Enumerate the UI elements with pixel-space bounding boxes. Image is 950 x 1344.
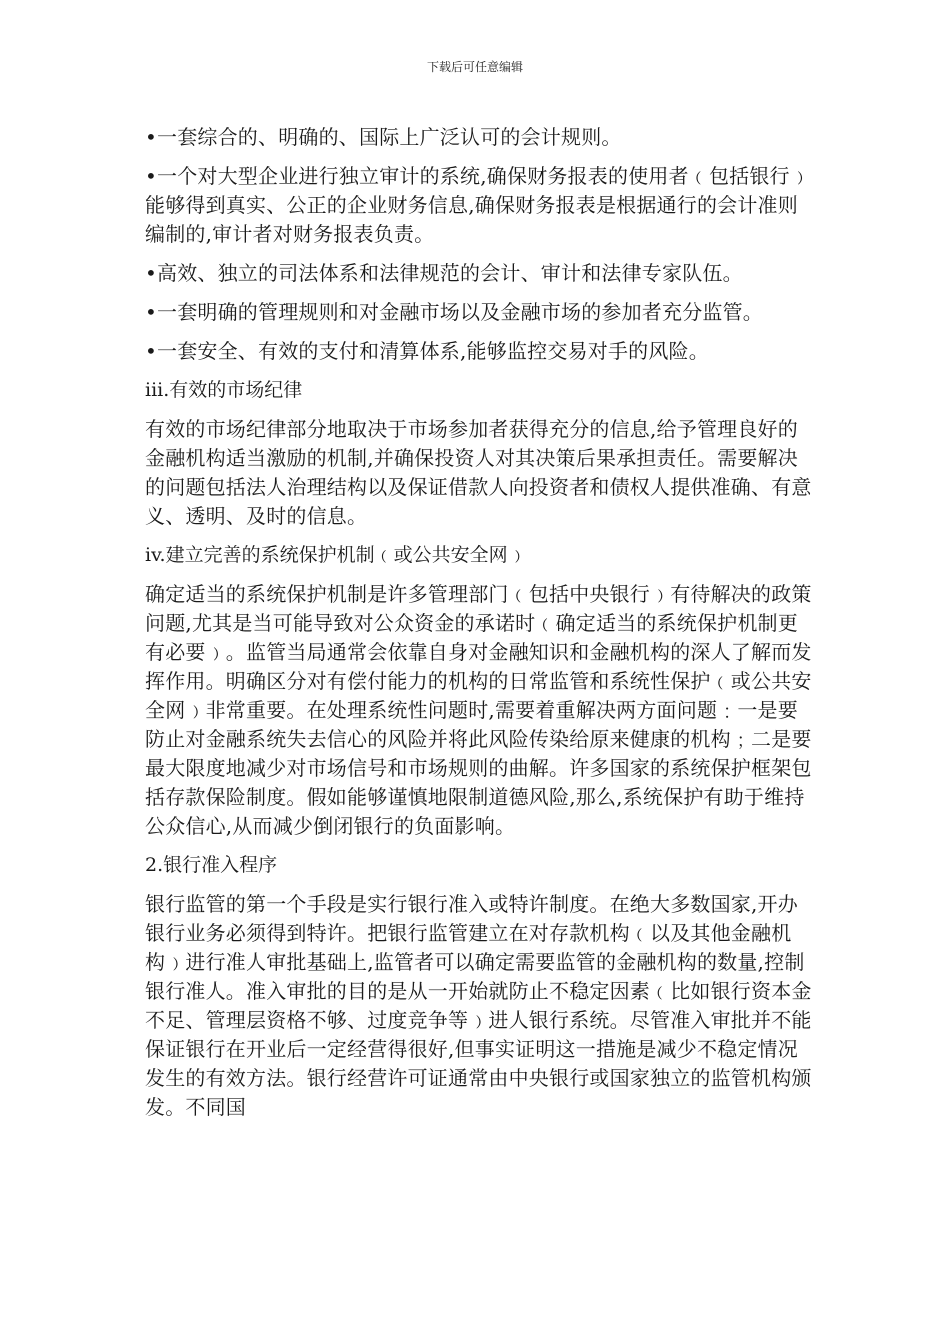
bullet-management-rules: •一套明确的管理规则和对金融市场以及金融市场的参加者充分监管。 (145, 300, 763, 324)
page-header: 下载后可任意编辑 (426, 60, 523, 74)
bullet-audit-system: •一个对大型企业进行独立审计的系统,确保财务报表的使用者﹙包括银行﹚能够得到真实、公正的企业财务信息,确保财务报表是根据通行的会计准则编制的,审计者对财务报表负责。 (145, 164, 810, 246)
paragraph-market-discipline: 有效的市场纪律部分地取决于市场参加者获得充分的信息,给予管理良好的金融机构适当激励的机制,并确保投资人对其决策后果承担责任。需要解决的问题包括法人治理结构以及保证借款人向投资者和债权人提供准确、有意义、透明、及时的信息。 (145, 417, 812, 528)
document-body (145, 123, 815, 1132)
paragraph-protection-mechanism: 确定适当的系统保护机制是许多管理部门﹙包括中央银行﹚有待解决的政策问题,尤其是当可能导致对公众资金的承诺时﹙确定适当的系统保护机制更有必要﹚。监管当局通常会依靠自身对金融知识和金融机构的深人了解而发挥作用。明确区分对有偿付能力的机构的日常监管和系统性保护﹙或公共安全网﹚非常重要。在处理系统性问题时,需要着重解决两方面问题﹕一是要防止对金融系统失去信心的风险并将此风险传染给原来健康的机构﹔二是要最大限度地减少对市场信号和市场规则的曲解。许多国家的系统保护框架包括存款保险制度。假如能够谨慎地限制道德风险,那么,系统保护有助于维持公众信心,从而减少倒闭银行的负面影响。 (145, 582, 812, 838)
section-heading-market-discipline: iii.有效的市场纪律 (145, 379, 303, 401)
bullet-judicial-system: •高效、独立的司法体系和法律规范的会计、审计和法律专家队伍。 (145, 261, 743, 285)
bullet-accounting-rules: •一套综合的、明确的、国际上广泛认可的会计规则。 (145, 125, 622, 149)
bullet-payment-system: •一套安全、有效的支付和清算体系,能够监控交易对手的风险。 (145, 339, 709, 363)
paragraph-bank-entry: 银行监管的第一个手段是实行银行准入或特许制度。在绝大多数国家,开办银行业务必须得到特许。把银行监管建立在对存款机构﹙以及其他金融机构﹚进行准人审批基础上,监管者可以确定需要监管的金融机构的数量,控制银行准人。准入审批的目的是从一开始就防止不稳定因素﹙比如银行资本金不足、管理层资格不够、过度竞争等﹚进人银行系统。尽管准入审批并不能保证银行在开业后一定经营得很好,但事实证明这一措施是减少不稳定情况发生的有效方法。银行经营许可证通常由中央银行或国家独立的监管机构颁发。不同国 (145, 892, 812, 1119)
section-heading-protection-mechanism: iv.建立完善的系统保护机制﹙或公共安全网﹚ (145, 544, 527, 566)
section-heading-bank-entry: 2.银行准入程序 (145, 854, 278, 876)
